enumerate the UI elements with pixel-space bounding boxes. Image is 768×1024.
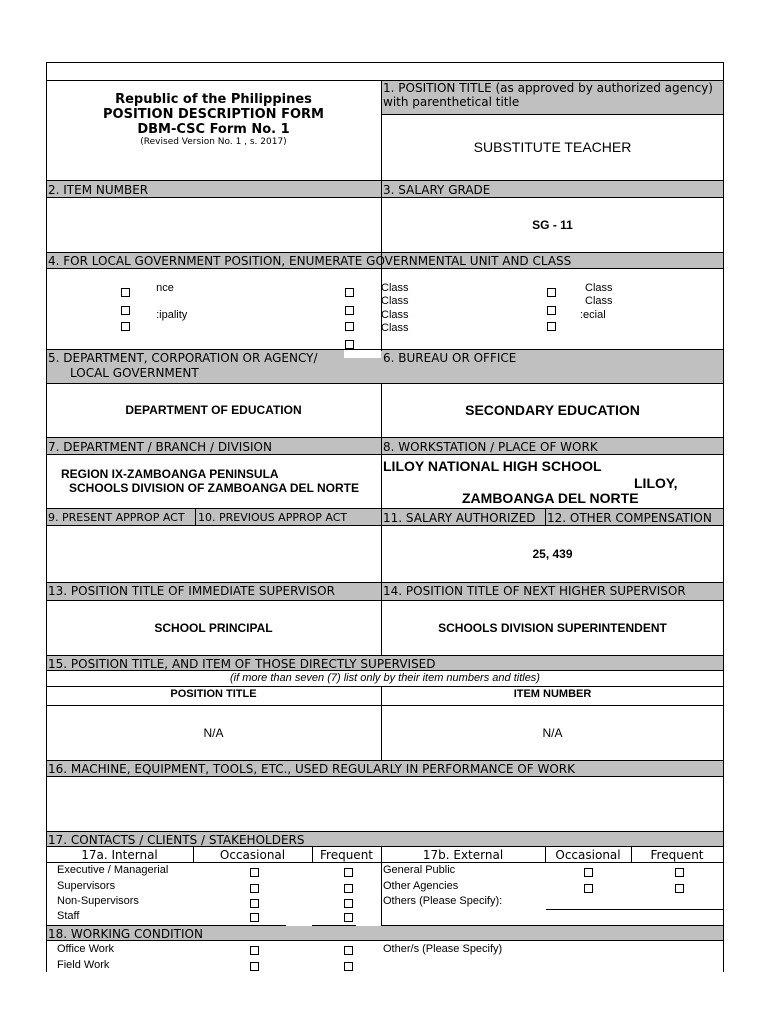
division-value-1: REGION IX-ZAMBOANGA PENINSULA xyxy=(61,467,279,481)
s10-label: 10. PREVIOUS APPROP ACT xyxy=(198,511,348,524)
external-contact-1: General Public xyxy=(383,864,456,876)
form-title-block xyxy=(46,92,381,148)
internal-contact-4: Staff xyxy=(57,910,80,922)
class-option-1: Class xyxy=(381,282,409,294)
rule xyxy=(46,925,724,926)
s16-label: 16. MACHINE, EQUIPMENT, TOOLS, ETC., USED REGULARLY IN PERFORMANCE OF WORK xyxy=(48,762,575,776)
rule xyxy=(46,862,724,863)
staff-occasional-checkbox[interactable] xyxy=(250,913,259,922)
exec-frequent-checkbox[interactable] xyxy=(344,868,353,877)
s17a-frequent-header: Frequent xyxy=(320,848,373,862)
working-condition-other: Other/s (Please Specify) xyxy=(383,943,503,955)
field-frequent-checkbox[interactable] xyxy=(344,962,353,971)
public-occasional-checkbox[interactable] xyxy=(584,868,593,877)
immediate-supervisor-value: SCHOOL PRINCIPAL xyxy=(154,621,273,635)
s17b-header: 17b. External xyxy=(422,848,504,862)
rule xyxy=(46,582,724,583)
class-1-checkbox[interactable] xyxy=(345,288,354,297)
band-notch xyxy=(344,350,381,358)
rule xyxy=(46,705,724,706)
header-line4: (Revised Version No. 1 , s. 2017) xyxy=(140,137,287,147)
division-value-2: SCHOOLS DIVISION OF ZAMBOANGA DEL NORTE xyxy=(69,481,360,495)
rule xyxy=(46,525,724,526)
lgu-province-checkbox[interactable] xyxy=(121,288,130,297)
s17a-header: 17a. Internal xyxy=(81,848,158,862)
frame-top xyxy=(46,62,724,63)
col-divider xyxy=(545,509,546,526)
rule xyxy=(46,180,724,181)
s4-label: 4. FOR LOCAL GOVERNMENT POSITION, ENUMERATE GOVERNMENTAL UNIT AND CLASS xyxy=(48,254,572,268)
internal-contact-3: Non-Supervisors xyxy=(57,895,139,907)
s6-label: 6. BUREAU OR OFFICE xyxy=(383,351,517,365)
s3-label: 3. SALARY GRADE xyxy=(383,183,491,197)
s15-col2-header: ITEM NUMBER xyxy=(513,688,592,700)
lgu-city-checkbox[interactable] xyxy=(121,306,130,315)
supervisors-frequent-checkbox[interactable] xyxy=(344,884,353,893)
header-line1: Republic of the Philippines xyxy=(115,92,312,107)
class-4-checkbox[interactable] xyxy=(345,340,354,349)
class-option-2: Class xyxy=(381,295,409,307)
s12-label: 12. OTHER COMPENSATION xyxy=(547,511,712,525)
bureau-value: SECONDARY EDUCATION xyxy=(465,402,640,418)
frame-left xyxy=(46,62,47,972)
workstation-value-1: LILOY NATIONAL HIGH SCHOOL xyxy=(383,458,602,474)
s11-label: 11. SALARY AUTHORIZED xyxy=(383,511,536,525)
s8-label: 8. WORKSTATION / PLACE OF WORK xyxy=(383,440,598,454)
class-6-checkbox[interactable] xyxy=(547,306,556,315)
s7-label: 7. DEPARTMENT / BRANCH / DIVISION xyxy=(48,440,272,454)
s17-label: 17. CONTACTS / CLIENTS / STAKEHOLDERS xyxy=(48,833,305,847)
agencies-frequent-checkbox[interactable] xyxy=(675,884,684,893)
lgu-option-1: nce xyxy=(150,282,174,294)
supervisors-occasional-checkbox[interactable] xyxy=(250,884,259,893)
rule-gap xyxy=(356,925,381,926)
working-condition-1: Office Work xyxy=(57,943,115,955)
rule xyxy=(46,831,724,832)
col-divider xyxy=(381,383,382,656)
lgu-option-3: :ipality xyxy=(150,309,188,321)
header-line2: POSITION DESCRIPTION FORM xyxy=(103,107,324,122)
internal-contact-1: Executive / Managerial xyxy=(57,864,169,876)
s1-label-1: 1. POSITION TITLE (as approved by authorized agency) xyxy=(383,81,713,95)
s13-label: 13. POSITION TITLE OF IMMEDIATE SUPERVISOR xyxy=(48,584,335,598)
s5-label-1: 5. DEPARTMENT, CORPORATION OR AGENCY/ xyxy=(48,351,318,365)
rule xyxy=(381,114,724,115)
salary-grade-value: SG - 11 xyxy=(532,218,573,232)
office-occasional-checkbox[interactable] xyxy=(250,946,259,955)
internal-contact-2: Supervisors xyxy=(57,880,116,892)
others-specify-line xyxy=(546,909,724,910)
workstation-value-3: ZAMBOANGA DEL NORTE xyxy=(462,490,639,506)
nonsupervisors-frequent-checkbox[interactable] xyxy=(344,899,353,908)
s2-label: 2. ITEM NUMBER xyxy=(48,183,149,197)
rule xyxy=(46,655,724,656)
workstation-value-2: LILOY, xyxy=(634,475,678,491)
rule-gap xyxy=(286,925,312,926)
agencies-occasional-checkbox[interactable] xyxy=(584,884,593,893)
rule xyxy=(46,776,724,777)
col-divider xyxy=(195,509,196,526)
exec-occasional-checkbox[interactable] xyxy=(250,868,259,877)
rule xyxy=(46,437,724,438)
office-frequent-checkbox[interactable] xyxy=(344,946,353,955)
external-contact-3: Others (Please Specify): xyxy=(383,895,503,907)
supervised-position-value: N/A xyxy=(203,726,224,740)
frame-right xyxy=(723,62,724,972)
external-contact-2: Other Agencies xyxy=(383,880,459,892)
rule xyxy=(46,508,724,509)
special-class-checkbox[interactable] xyxy=(547,322,556,331)
s14-label: 14. POSITION TITLE OF NEXT HIGHER SUPERVISOR xyxy=(383,584,686,598)
s17b-frequent-header: Frequent xyxy=(650,848,704,862)
working-condition-2: Field Work xyxy=(57,959,110,971)
class-2-checkbox[interactable] xyxy=(345,306,354,315)
class-option-4: Class xyxy=(381,322,409,334)
salary-authorized-value: 25, 439 xyxy=(532,547,573,561)
s17a-occasional-header: Occasional xyxy=(219,848,286,862)
nonsupervisors-occasional-checkbox[interactable] xyxy=(250,899,259,908)
field-occasional-checkbox[interactable] xyxy=(250,962,259,971)
class-5-checkbox[interactable] xyxy=(547,288,556,297)
rule xyxy=(46,197,724,198)
rule xyxy=(46,252,724,253)
s15-col1-header: POSITION TITLE xyxy=(170,688,257,700)
s5-label-2: LOCAL GOVERNMENT xyxy=(70,366,199,380)
rule xyxy=(46,760,724,761)
s9-label: 9. PRESENT APPROP ACT xyxy=(48,511,185,524)
class-option-7: :ecial xyxy=(580,309,606,321)
rule xyxy=(46,268,724,269)
s17b-occasional-header: Occasional xyxy=(555,848,621,862)
s15-note: (if more than seven (7) list only by their item numbers and titles) xyxy=(230,672,540,684)
rule xyxy=(46,600,724,601)
next-supervisor-value: SCHOOLS DIVISION SUPERINTENDENT xyxy=(438,621,667,635)
rule xyxy=(46,349,724,350)
s18-label: 18. WORKING CONDITION xyxy=(48,927,203,941)
class-option-6: Class xyxy=(585,295,613,307)
position-title-value: SUBSTITUTE TEACHER xyxy=(473,139,632,155)
s1-label-2: with parenthetical title xyxy=(383,95,520,109)
staff-frequent-checkbox[interactable] xyxy=(344,913,353,922)
class-3-checkbox[interactable] xyxy=(345,322,354,331)
rule xyxy=(46,454,724,455)
rule xyxy=(46,686,724,687)
class-option-5: Class xyxy=(585,282,613,294)
supervised-item-value: N/A xyxy=(542,726,563,740)
department-value: DEPARTMENT OF EDUCATION xyxy=(125,403,302,417)
rule xyxy=(46,383,724,384)
public-frequent-checkbox[interactable] xyxy=(675,868,684,877)
s15-label: 15. POSITION TITLE, AND ITEM OF THOSE DIRECTLY SUPERVISED xyxy=(48,657,436,671)
header-line3: DBM-CSC Form No. 1 xyxy=(137,122,290,137)
class-option-3: Class xyxy=(381,309,409,321)
lgu-municipality-checkbox[interactable] xyxy=(121,322,130,331)
